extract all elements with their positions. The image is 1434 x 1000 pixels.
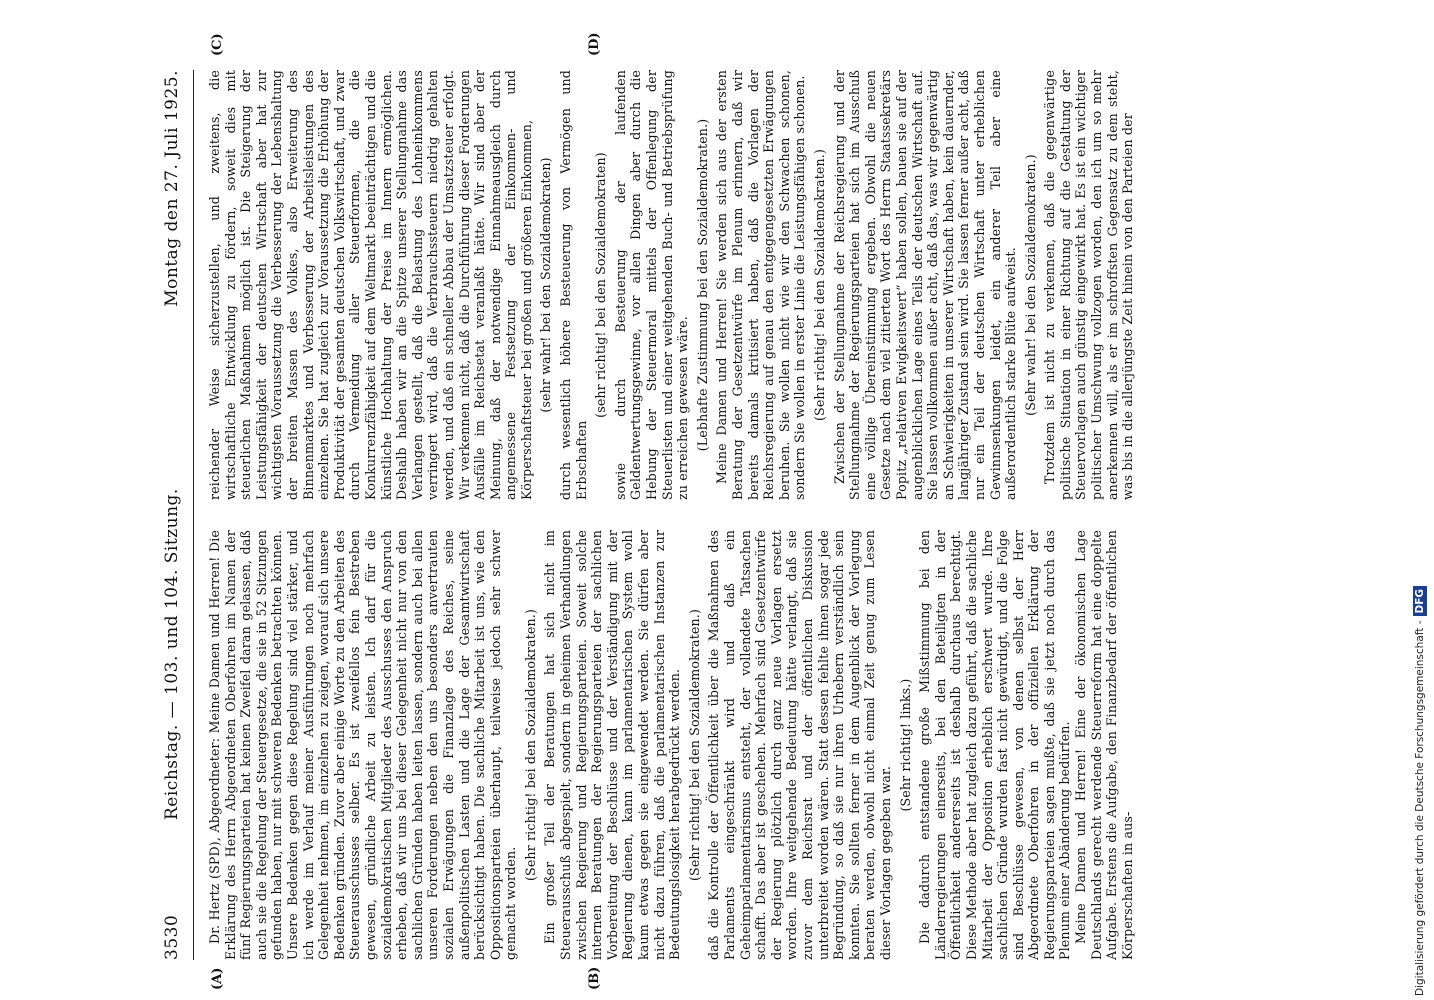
margin-marker-d: (D) xyxy=(587,32,602,56)
paragraph: Dr. Hertz (SPD), Abgeordneter: Meine Damen und Herren! Die Erklärung des Herrn Abgeordneten Oberfohren im Namen der fünf Regierungsparteien hat keinen Zweifel daran gelassen, daß auch sie die Regelung der Steuergesetze, die sie in 52 Sitzungen gefunden haben, nur mit schweren Bedenken betrachten können. Unsere Bedenken gegen diese Regelung sind viel stärker, und ich werde im Verlauf meiner Ausführungen noch mehrfach Gelegenheit nehmen, im einzelnen zu zeigen, worauf sich unsere Bedenken gründen. Zuvor aber einige Worte zu den Arbeiten des Steuerausschusses selber. Es ist zweifellos fein Bestreben gewesen, gründliche Arbeit zu leisten. Ich darf für die sozialdemokratischen Mitglieder des Ausschusses den Anspruch erheben, daß wir uns bei dieser Gelegenheit nicht nur von den sachlichen Gründen haben leiten lassen, sondern auch bei allen unseren Forderungen neben den uns besonders anvertrauten sozialen Erwägungen die Finanzlage des Reiches, seine außenpolitischen Lasten und die Lage der Gesamtwirtschaft berücksichtigt haben. Die sachliche Mitarbeit ist uns, wie den Oppositionsparteien überhaupt, teilweise jedoch sehr schwer gemacht worden. xyxy=(207,530,519,960)
paragraph: Meine Damen und Herren! Sie werden sich aus der ersten Beratung der Gesetzentwürfe im Plenum erinnern, daß wir bereits damals kritisiert haben, daß die Vorlagen der Reichsregierung auf genau den entgegengesetzten Erwägungen beruhen. Sie wollen nicht wie wir den Schwachen schonen, sondern Sie wollen in erster Linie die Leistungsfähigen schonen. xyxy=(714,70,808,500)
document-page xyxy=(67,0,1367,1000)
interjection: (Sehr richtig! links.) xyxy=(897,678,913,812)
interjection: (sehr wahr! bei den Sozialdemokraten) xyxy=(538,157,554,413)
paragraph: Trotzdem ist nicht zu verkennen, daß die gegenwärtige politische Situation in einer Richtung auf die Gestaltung der Steuervorlagen auch günstig eingewirkt hat. Es ist ein wichtiger politischer Umschwung vollzogen worden, den ich um so mehr anerkennen will, als er im schroffsten Gegensatz zu dem steht, was bis in die allerjüngste Zeit hinein von den Parteien der xyxy=(1042,70,1136,500)
interjection: (Sehr wahr! bei den Sozialdemokraten.) xyxy=(1022,154,1038,416)
page-number: 3530 xyxy=(162,914,182,960)
page-header xyxy=(162,70,192,960)
paragraph: durch wesentlich höhere Besteuerung von Vermögen und Erbschaften xyxy=(558,70,589,500)
digitization-credit xyxy=(1410,6,1430,996)
margin-marker-a: (A) xyxy=(210,967,225,990)
paragraph: Meine Damen und Herren! Eine der ökonomischen Lage Deutschlands gerecht werdende Steuerreform hat eine doppelte Aufgabe. Erstens die Aufgabe, den Finanzbedarf der öffentlichen Körperschaften in aus- xyxy=(1073,530,1135,960)
interjection: (Sehr richtig! bei den Sozialdemokraten.) xyxy=(811,148,827,422)
interjection: (sehr richtig! bei den Sozialdemokraten) xyxy=(593,152,609,418)
paragraph: daß die Kontrolle der Öffentlichkeit über die Maßnahmen des Parlaments eingeschränkt wird und daß ein Geheimparlamentarismus entsteht, der vollendete Tatsachen schafft. Das aber ist geschehen. Mehrfach sind Gesetzentwürfe der Regierung plötzlich durch ganz neue Vorlagen ersetzt worden. Ihre weitgehende Bedeutung hätte verlangt, daß sie zuvor dem Reichsrat und der öffentlichen Diskussion unterbreitet worden wären. Statt dessen fehlte ihnen sogar jede Begründung, so daß sie nur ihren Urhebern verständlich sein konnten. Sie sollten ferner in dem Augenblick der Vorlegung beraten werden, obwohl nicht einmal Zeit genug zum Lesen dieser Vorlagen gegeben war. xyxy=(706,530,893,960)
credit-text: Digitalisierung gefördert durch die Deutsche Forschungsgemeinschaft - xyxy=(1414,620,1426,996)
margin-marker-b: (B) xyxy=(587,966,602,990)
interjection: (Sehr richtig! bei den Sozialdemokraten.) xyxy=(522,608,538,882)
header-rule xyxy=(193,70,194,960)
interjection: (Lebhafte Zustimmung bei den Sozialdemokraten.) xyxy=(694,118,710,452)
left-column xyxy=(207,530,1367,960)
paragraph: Zwischen der Stellungnahme der Reichsregierung und der Stellungnahme der Regierungsparteien hat sich im Ausschuß eine völlige Übereinstimmung ergeben. Obwohl die neuen Gesetze nach dem viel zitierten Wort des Herrn Staatssekretärs Popitz „relativen Ewigkeitswert“ haben sollen, bauen sie auf der augenblicklichen Lage eines Teils der deutschen Wirtschaft auf. Sie lassen vollkommen außer acht, daß das, was wir gegenwärtig an Schwierigkeiten in unserer Wirtschaft haben, kein dauernder, langjähriger Zustand sein wird. Sie lassen ferner außer acht, daß nur ein Teil der deutschen Wirtschaft unter erheblichen Gewinnsenkungen leidet, ein anderer Teil aber eine außerordentlich starke Blüte aufweist. xyxy=(831,70,1019,500)
paragraph: reichender Weise sicherzustellen, und zweitens, die wirtschaftliche Entwicklung zu fördern, soweit dies mit steuerlichen Maßnahmen möglich ist. Die Steigerung der Leistungsfähigkeit der deutschen Wirtschaft aber hat zur wichtigsten Voraussetzung die Verbesserung der Lebenshaltung der breiten Massen des Volkes, also Erweiterung des Binnenmarktes und Verbesserung der Arbeitsleistungen des einzelnen. Sie hat zugleich zur Voraussetzung die Erhöhung der Produktivität der gesamten deutschen Volkswirtschaft, und zwar durch Vermeidung aller Steuerformen, die die Konkurrenzfähigkeit auf dem Weltmarkt beeinträchtigen und die künstliche Hochhaltung der Preise im Innern ermöglichen. Deshalb haben wir an die Spitze unserer Stellungnahme das Verlangen gestellt, daß die Belastung des Lohneinkommens verringert wird, daß die Verbrauchssteuern niedrig gehalten werden, und daß ein schneller Abbau der Umsatzsteuer erfolgt. Wir verkennen nicht, daß die Durchführung dieser Forderungen Ausfälle im Reichsetat veranlaßt hätte. Wir sind aber der Meinung, daß der notwendige Einnahmeausgleich durch angemessene Festsetzung der Einkommen- und Körperschaftsteuer bei großen und größeren Einkommen, xyxy=(207,70,534,500)
dfg-logo: DFG xyxy=(1413,586,1427,617)
paragraph: sowie durch Besteuerung der laufenden Geldentwertungsgewinne, vor allen Dingen aber durch die Hebung der Steuermoral mittels der Offenlegung der Steuerlisten und einer weitgehenden Buch- und Betriebsprüfung zu erreichen gewesen wäre. xyxy=(612,70,691,500)
interjection: (Sehr richtig! bei den Sozialdemokraten.) xyxy=(686,608,702,882)
session-date: Montag den 27. Juli 1925. xyxy=(162,70,182,307)
paragraph: Die dadurch entstandene große Mißstimmung bei den Länderregierungen einerseits, bei den Beteiligten in der Öffentlichkeit andererseits ist deshalb durchaus berechtigt. Diese Methode aber hat zugleich dazu geführt, daß die sachliche Mitarbeit der Opposition erheblich erschwert wurde. Ihre sachlichen Gründe wurden fast nicht gewürdigt, und die Folge sind Beschlüsse gewesen, von denen selbst der Herr Abgeordnete Oberfohren in der offiziellen Erklärung der Regierungsparteien sagen mußte, daß sie jetzt noch durch das Plenum einer Abänderung bedürfen. xyxy=(917,530,1073,960)
paragraph: Ein großer Teil der Beratungen hat sich nicht im Steuerausschuß abgespielt, sondern in geheimen Verhandlungen zwischen Regierung und Regierungsparteien. Soweit solche internen Beratungen der Regierungsparteien der sachlichen Vorbereitung der Beschlüsse und der Verständigung mit der Regierung dienen, kann im parlamentarischen System wohl kaum etwas gegen sie eingewendet werden. Sie dürfen aber nicht dazu führen, daß die parlamentarischen Instanzen zur Bedeutungslosigkeit herabgedrückt werden. xyxy=(542,530,683,960)
margin-marker-c: (C) xyxy=(210,33,225,56)
session-title: Reichstag. — 103. und 104. Sitzung. xyxy=(162,488,182,820)
right-column xyxy=(207,70,1367,500)
